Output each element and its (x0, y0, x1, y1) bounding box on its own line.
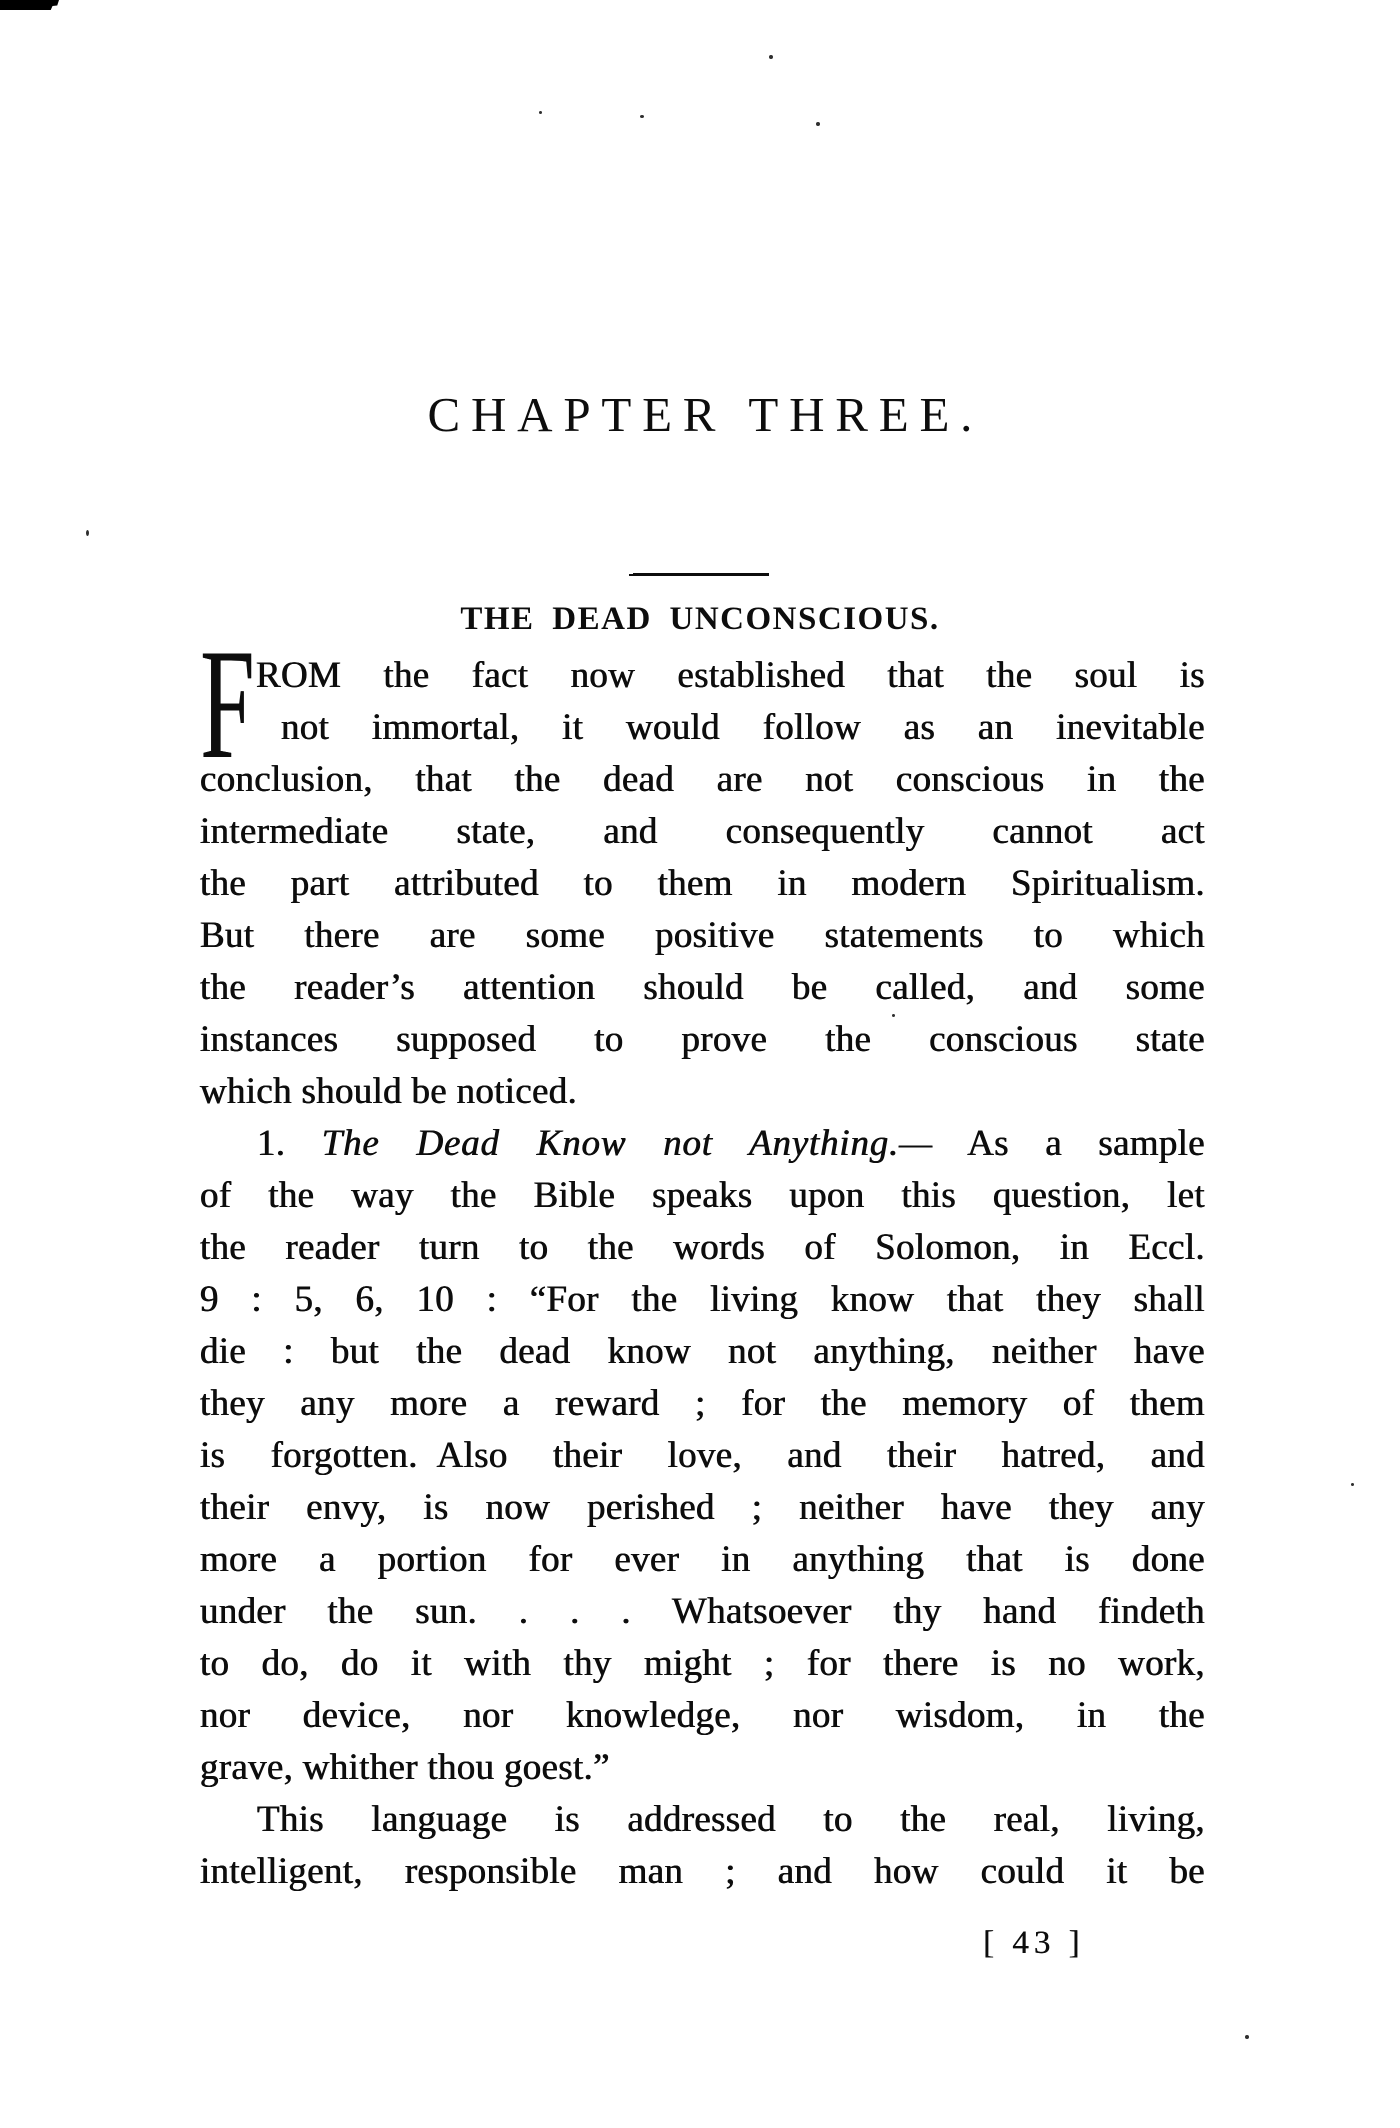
italic-phrase: The Dead Know not Anything.— (321, 1123, 933, 1164)
scan-artifact (816, 122, 820, 126)
text-segment: intelligent, responsible man ; and how could it be (200, 1851, 1205, 1892)
text-segment: which should be noticed. (200, 1071, 578, 1112)
text-segment: die : but the dead know not anything, neither have (200, 1331, 1205, 1372)
text-segment: the part attributed to them in modern Spiritualism. (200, 863, 1205, 904)
scan-artifact (769, 55, 773, 59)
text-line (200, 1846, 1205, 1898)
text-line (200, 910, 1205, 962)
text-segment: their envy, is now perished ; neither have they any (200, 1487, 1205, 1528)
text-line (200, 1794, 1205, 1846)
text-segment: intermediate state, and consequently cannot act (200, 811, 1205, 852)
text-line (200, 1326, 1205, 1378)
text-line (200, 754, 1205, 806)
text-line (200, 1118, 1205, 1170)
text-line (256, 650, 1205, 702)
scan-artifact (86, 530, 89, 536)
text-segment: under the sun. . . . Whatsoever thy hand findeth (200, 1591, 1205, 1632)
scan-artifact (1245, 2035, 1249, 2039)
text-line (200, 1066, 1205, 1118)
scan-artifact (539, 111, 542, 114)
text-segment: But there are some positive statements to which (200, 915, 1205, 956)
text-segment: more a portion for ever in anything that is done (200, 1539, 1205, 1580)
text-segment: is forgotten. Also their love, and their hatred, and (200, 1435, 1205, 1476)
text-line (200, 1534, 1205, 1586)
text-line (281, 702, 1205, 754)
text-segment: the reader turn to the words of Solomon, in Eccl. (200, 1227, 1205, 1268)
section-title: THE DEAD UNCONSCIOUS. (460, 601, 940, 637)
text-segment: they any more a reward ; for the memory of them (200, 1383, 1205, 1424)
text-line (200, 1274, 1205, 1326)
text-line (200, 858, 1205, 910)
chapter-title: CHAPTER THREE. (427, 387, 984, 442)
text-segment: conclusion, that the dead are not conscious in the (200, 759, 1205, 800)
text-line (200, 1638, 1205, 1690)
text-segment: instances supposed to prove the conscious state (200, 1019, 1205, 1060)
text-segment: the reader’s attention should be called, and some (200, 967, 1205, 1008)
text-line (200, 1430, 1205, 1482)
page-number: [ 43 ] (983, 1925, 1085, 1961)
drop-cap: F (200, 617, 255, 792)
text-segment: nor device, nor knowledge, nor wisdom, in the (200, 1695, 1205, 1736)
text-segment: 1. (257, 1123, 322, 1164)
title-divider-rule (633, 573, 769, 576)
text-line (200, 1014, 1205, 1066)
text-line (200, 1690, 1205, 1742)
text-line (200, 1482, 1205, 1534)
text-segment: not immortal, it would follow as an inevitable (281, 707, 1205, 748)
text-segment: 9 : 5, 6, 10 : “For the living know that they shall (200, 1279, 1205, 1320)
text-segment: This language is addressed to the real, living, (257, 1799, 1205, 1840)
text-line (200, 1586, 1205, 1638)
text-segment: grave, whither thou goest.” (200, 1747, 610, 1788)
scan-artifact (1351, 1483, 1354, 1486)
text-line (200, 962, 1205, 1014)
text-line (200, 1378, 1205, 1430)
scan-artifact (640, 115, 644, 118)
text-line (200, 1742, 1205, 1794)
text-segment: of the way the Bible speaks upon this question, let (200, 1175, 1205, 1216)
text-segment: ROM the fact now established that the soul is (256, 655, 1205, 696)
scan-artifact-corner (0, 0, 59, 10)
text-line (200, 1222, 1205, 1274)
text-line (200, 806, 1205, 858)
body-lines (200, 650, 1205, 1898)
text-segment: to do, do it with thy might ; for there is no work, (200, 1643, 1205, 1684)
text-line (200, 1170, 1205, 1222)
text-segment: As a sample (932, 1123, 1206, 1164)
